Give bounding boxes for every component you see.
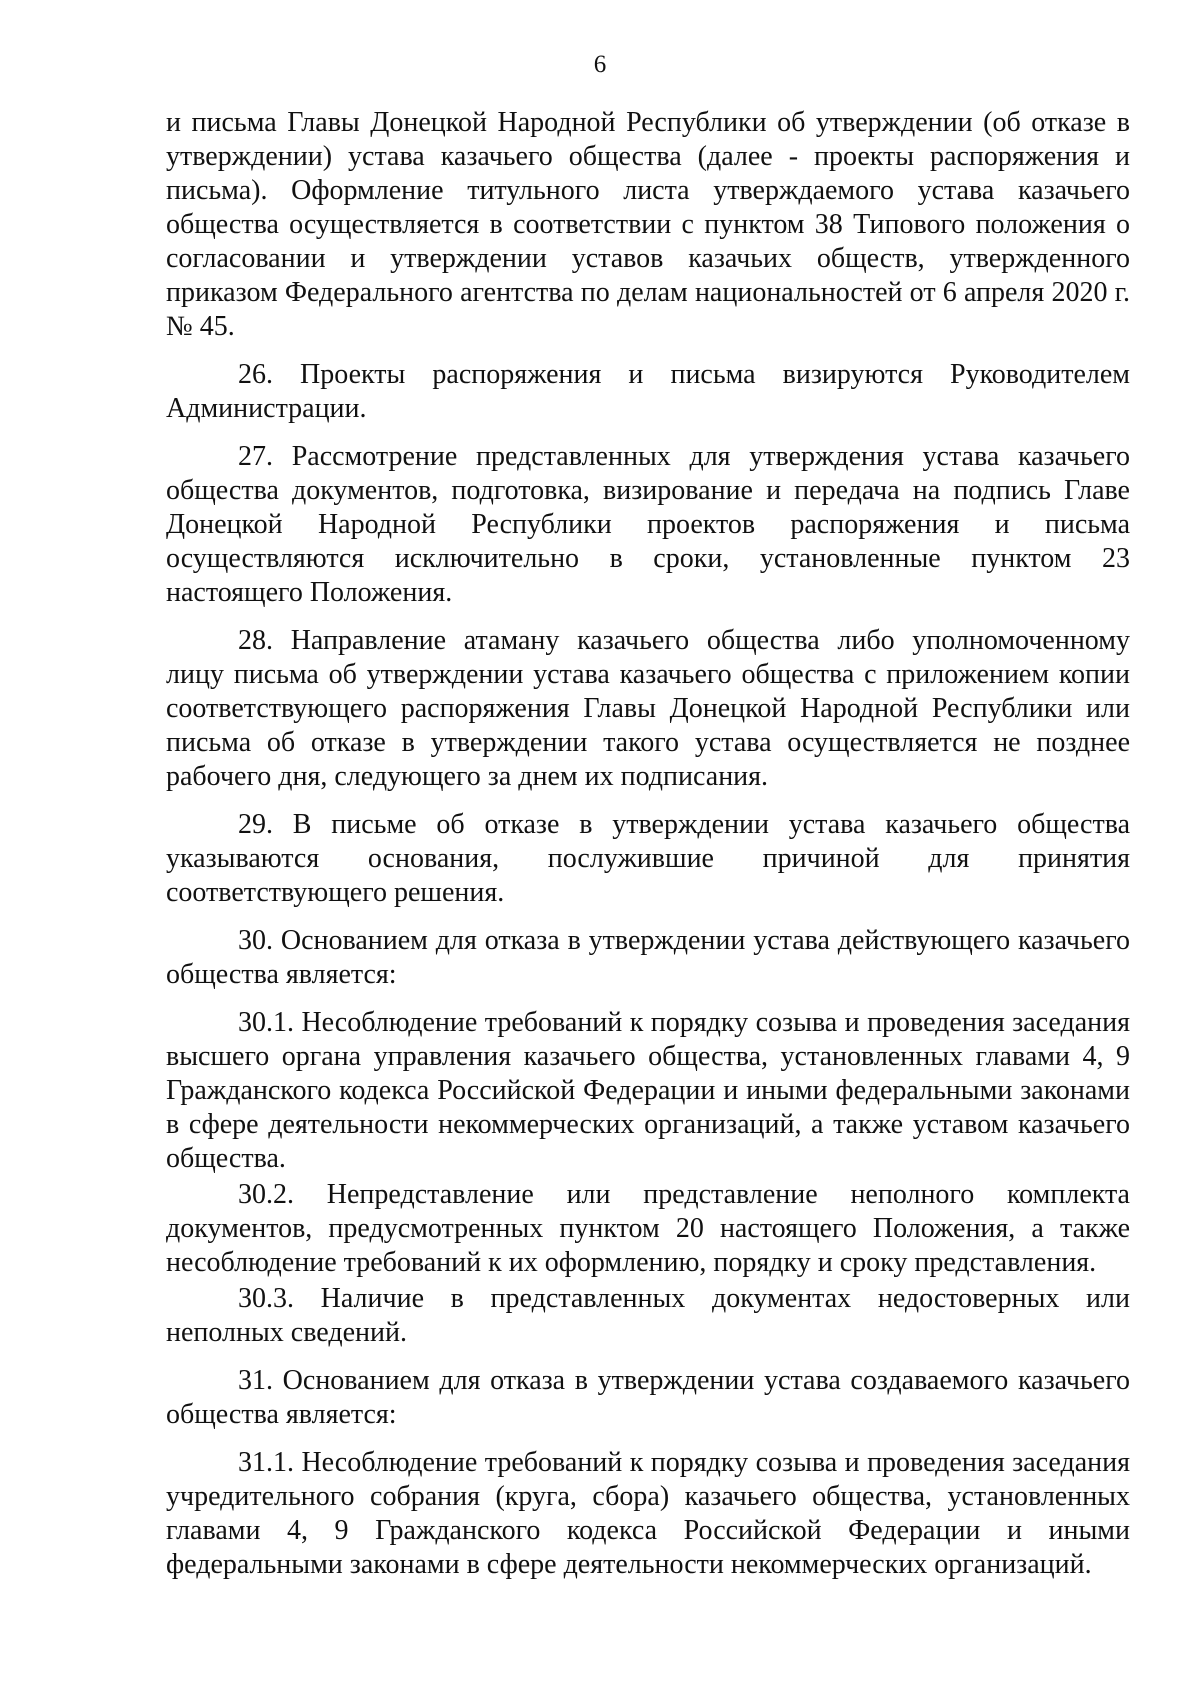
paragraph-31-1: 31.1. Несоблюдение требований к порядку созыва и проведения заседания учредительного собрания (круга, сбора) казачьего общества, установленных главами 4, 9 Гражданского кодекса Российской Федерации и иными федеральными законами в сфере деятельности некоммерческих организаций.	[166, 1447, 1130, 1580]
paragraph-30-1: 30.1. Несоблюдение требований к порядку созыва и проведения заседания высшего органа управления казачьего общества, установленных главами 4, 9 Гражданского кодекса Российской Федерации и иными федеральными законами в сфере деятельности некоммерческих организаций, а также уставом казачьего общества.	[166, 1007, 1130, 1174]
paragraph-30-3: 30.3. Наличие в представленных документах недостоверных или неполных сведений.	[166, 1283, 1130, 1348]
paragraph-26: 26. Проекты распоряжения и письма визируются Руководителем Администрации.	[166, 359, 1130, 424]
page-number: 6	[593, 51, 607, 78]
paragraph-31: 31. Основанием для отказа в утверждении устава создаваемого казачьего общества является:	[166, 1365, 1130, 1430]
paragraph-27: 27. Рассмотрение представленных для утверждения устава казачьего общества документов, подготовка, визирование и передача на подпись Главе Донецкой Народной Республики проектов распоряжения и письма осуществляются исключительно в сроки, установленные пунктом 23 настоящего Положения.	[166, 441, 1130, 608]
paragraph-30-2: 30.2. Непредставление или представление неполного комплекта документов, предусмотренных пунктом 20 настоящего Положения, а также несоблюдение требований к их оформлению, порядку и сроку представления.	[166, 1179, 1130, 1278]
paragraph-29: 29. В письме об отказе в утверждении устава казачьего общества указываются основания, послужившие причиной для принятия соответствующего решения.	[166, 809, 1130, 908]
document-body	[166, 106, 1130, 1596]
paragraph-25-continuation: и письма Главы Донецкой Народной Республики об утверждении (об отказе в утверждении) устава казачьего общества (далее - проекты распоряжения и письма). Оформление титульного листа утверждаемого устава казачьего общества осуществляется в соответствии с пунктом 38 Типового положения о согласовании и утверждении уставов казачьих обществ, утвержденного приказом Федерального агентства по делам национальностей от 6 апреля 2020 г. № 45.	[166, 107, 1130, 342]
paragraph-30: 30. Основанием для отказа в утверждении устава действующего казачьего общества является:	[166, 925, 1130, 990]
paragraph-28: 28. Направление атаману казачьего общества либо уполномоченному лицу письма об утверждении устава казачьего общества с приложением копии соответствующего распоряжения Главы Донецкой Народной Республики или письма об отказе в утверждении такого устава осуществляется не позднее рабочего дня, следующего за днем их подписания.	[166, 625, 1130, 792]
